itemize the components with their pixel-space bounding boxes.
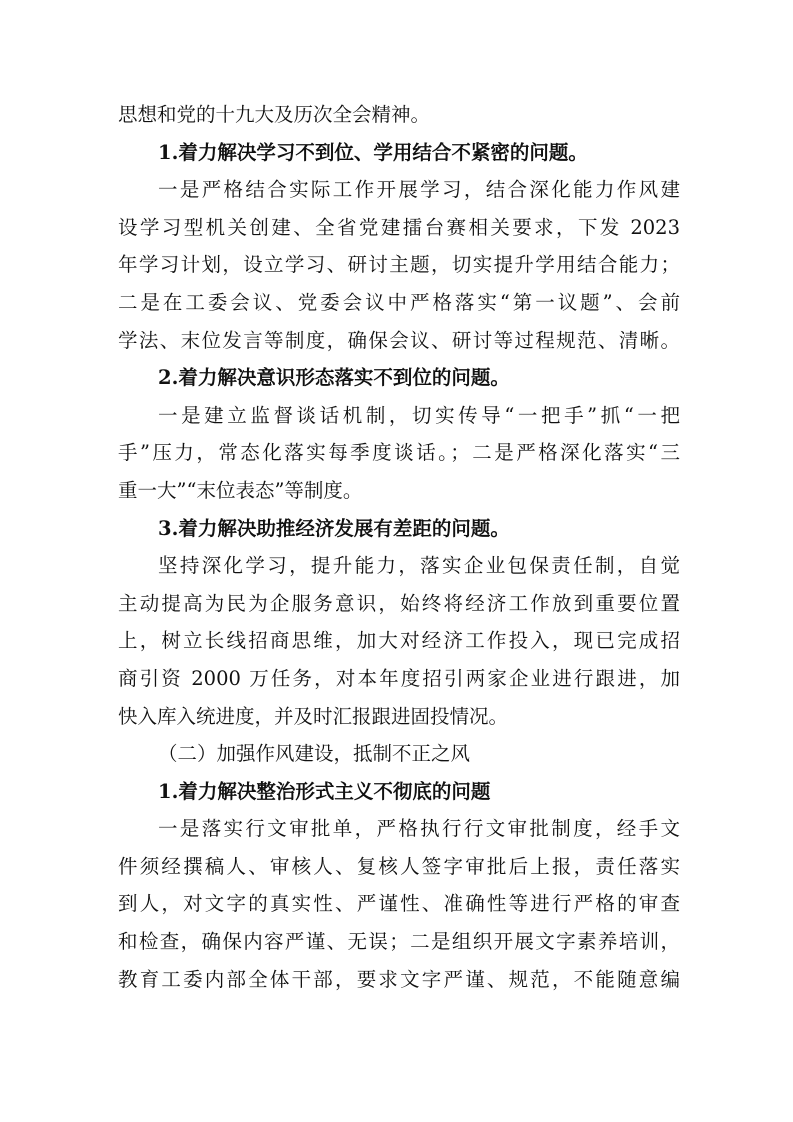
- paragraph-line: 件须经撰稿人、审核人、复核人签字审批后上报，责任落实: [118, 854, 680, 878]
- paragraph-line: 一是严格结合实际工作开展学习，结合深化能力作风建: [158, 178, 680, 202]
- paragraph-line: 手”压力，常态化落实每季度谈话。；二是严格深化落实“三: [118, 441, 680, 465]
- paragraph-line: 重一大”“末位表态”等制度。: [118, 478, 363, 502]
- paragraph-line: 思想和党的十九大及历次全会精神。: [118, 103, 431, 126]
- paragraph-line: 一是落实行文审批单，严格执行行文审批制度，经手文: [158, 817, 680, 841]
- paragraph-line: 和检查，确保内容严谨、无误；二是组织开展文字素养培训，: [118, 930, 680, 954]
- paragraph-line: 商引资 2000 万任务，对本年度招引两家企业进行跟进，加: [118, 666, 680, 690]
- document-page: [118, 96, 680, 998]
- paragraph-line: 一是建立监督谈话机制，切实传导“一把手”抓“一把: [158, 403, 680, 427]
- paragraph-line: 学法、末位发言等制度，确保会议、研讨等过程规范、清晰。: [118, 328, 680, 352]
- section-heading: 1.着力解决学习不到位、学用结合不紧密的问题。: [158, 140, 588, 164]
- section-heading: 1.着力解决整治形式主义不彻底的问题: [158, 779, 491, 803]
- section-heading: 2.着力解决意识形态落实不到位的问题。: [158, 366, 510, 390]
- subsection-heading: （二）加强作风建设，抵制不正之风: [158, 742, 471, 766]
- paragraph-line: 二是在工委会议、党委会议中严格落实“第一议题”、会前: [118, 290, 680, 314]
- paragraph-line: 快入库入统进度，并及时汇报跟进固投情况。: [118, 704, 509, 728]
- paragraph-line: 教育工委内部全体干部，要求文字严谨、规范，不能随意编: [118, 967, 680, 991]
- paragraph-line: 坚持深化学习，提升能力，落实企业包保责任制，自觉: [158, 554, 680, 578]
- paragraph-line: 主动提高为民为企服务意识，始终将经济工作放到重要位置: [118, 591, 680, 615]
- paragraph-line: 上，树立长线招商思维，加大对经济工作投入，现已完成招: [118, 629, 680, 653]
- paragraph-line: 到人，对文字的真实性、严谨性、准确性等进行严格的审查: [118, 892, 680, 916]
- paragraph-line: 年学习计划，设立学习、研讨主题，切实提升学用结合能力；: [118, 253, 680, 277]
- section-heading: 3.着力解决助推经济发展有差距的问题。: [158, 516, 510, 540]
- paragraph-line: 设学习型机关创建、全省党建擂台赛相关要求，下发 2023: [118, 215, 680, 239]
